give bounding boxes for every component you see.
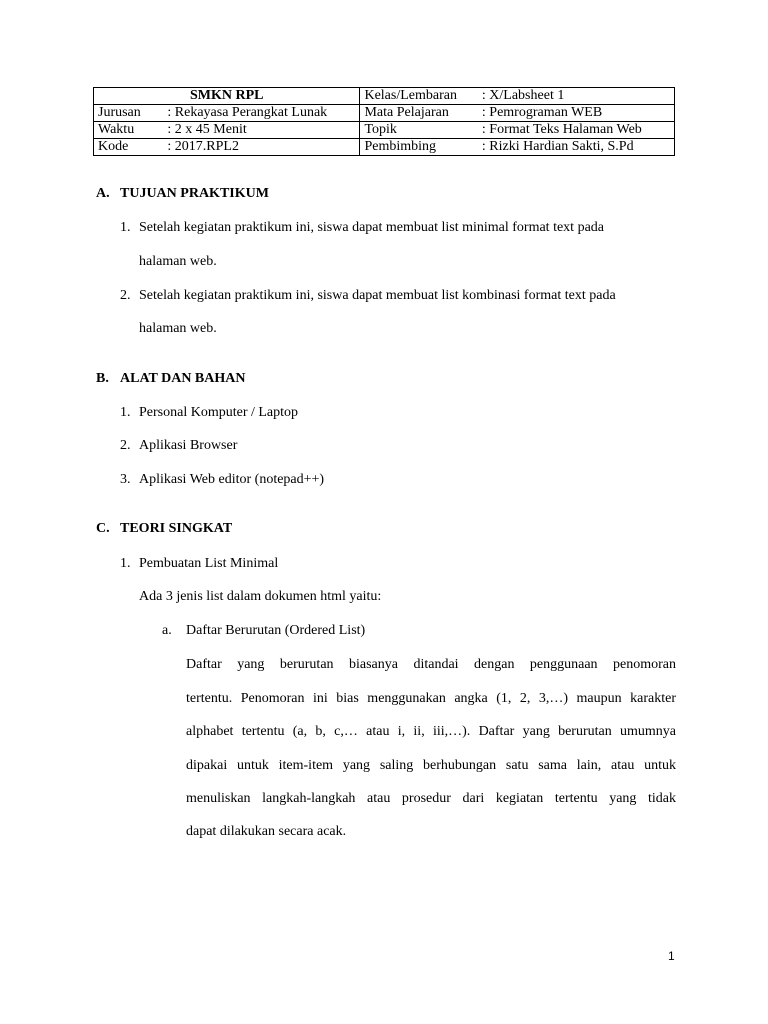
list-item-number: 1. — [120, 405, 131, 420]
list-item-text: halaman web. — [139, 254, 217, 269]
list-item-number: 3. — [120, 472, 131, 487]
header-value: : Pemrograman WEB — [478, 105, 675, 122]
header-row — [94, 88, 675, 105]
list-item-number: 1. — [120, 220, 131, 235]
page-number: 1 — [668, 949, 675, 963]
list-item-text: Setelah kegiatan praktikum ini, siswa dapat membuat list kombinasi format text pada — [139, 288, 616, 303]
section-c-title: TEORI SINGKAT — [120, 521, 233, 536]
list-item-text: halaman web. — [139, 321, 217, 336]
section-c-letter: C. — [96, 521, 110, 536]
header-table — [93, 87, 675, 156]
section-b-title: ALAT DAN BAHAN — [120, 371, 246, 386]
list-item-number: 2. — [120, 438, 131, 453]
list-item-text: Personal Komputer / Laptop — [139, 405, 299, 420]
paragraph-line: tertentu. Penomoran ini bias menggunakan angka (1, 2, 3,…) maupun karakter — [186, 691, 676, 706]
header-value: : X/Labsheet 1 — [478, 88, 675, 105]
header-label: Topik — [360, 122, 478, 139]
list-item-number: 2. — [120, 288, 131, 303]
header-row — [94, 122, 675, 139]
header-label: Waktu — [94, 122, 164, 139]
section-a-title: TUJUAN PRAKTIKUM — [120, 186, 269, 201]
sublist-title: Daftar Berurutan (Ordered List) — [186, 623, 366, 638]
paragraph-line: menuliskan langkah-langkah atau prosedur dari kegiatan tertentu yang tidak — [186, 791, 676, 806]
paragraph-line: alphabet tertentu (a, b, c,… atau i, ii, iii,…). Daftar yang berurutan umumnya — [186, 724, 676, 739]
list-item-number: 1. — [120, 556, 131, 571]
list-item-text: Pembuatan List Minimal — [139, 556, 279, 571]
section-b-letter: B. — [96, 371, 109, 386]
header-value: : 2017.RPL2 — [163, 139, 360, 156]
list-item-text: Setelah kegiatan praktikum ini, siswa dapat membuat list minimal format text pada — [139, 220, 604, 235]
sublist-letter: a. — [162, 623, 172, 638]
list-item-text: Aplikasi Web editor (notepad++) — [139, 472, 325, 487]
header-value: : Format Teks Halaman Web — [478, 122, 675, 139]
header-label: Mata Pelajaran — [360, 105, 478, 122]
header-row — [94, 105, 675, 122]
header-value: : 2 x 45 Menit — [163, 122, 360, 139]
header-row — [94, 139, 675, 156]
school-name: SMKN RPL — [94, 88, 360, 105]
intro-text: Ada 3 jenis list dalam dokumen html yaitu: — [139, 589, 382, 604]
header-label: Pembimbing — [360, 139, 478, 156]
paragraph-line: dipakai untuk item-item yang saling berhubungan satu sama lain, atau untuk — [186, 758, 676, 773]
header-label: Kode — [94, 139, 164, 156]
paragraph-line: dapat dilakukan secara acak. — [186, 824, 347, 839]
header-label: Jurusan — [94, 105, 164, 122]
header-label: Kelas/Lembaran — [360, 88, 478, 105]
header-value: : Rizki Hardian Sakti, S.Pd — [478, 139, 675, 156]
section-a-letter: A. — [96, 186, 110, 201]
list-item-text: Aplikasi Browser — [139, 438, 238, 453]
paragraph-line: Daftar yang berurutan biasanya ditandai dengan penggunaan penomoran — [186, 657, 676, 672]
header-value: : Rekayasa Perangkat Lunak — [163, 105, 360, 122]
